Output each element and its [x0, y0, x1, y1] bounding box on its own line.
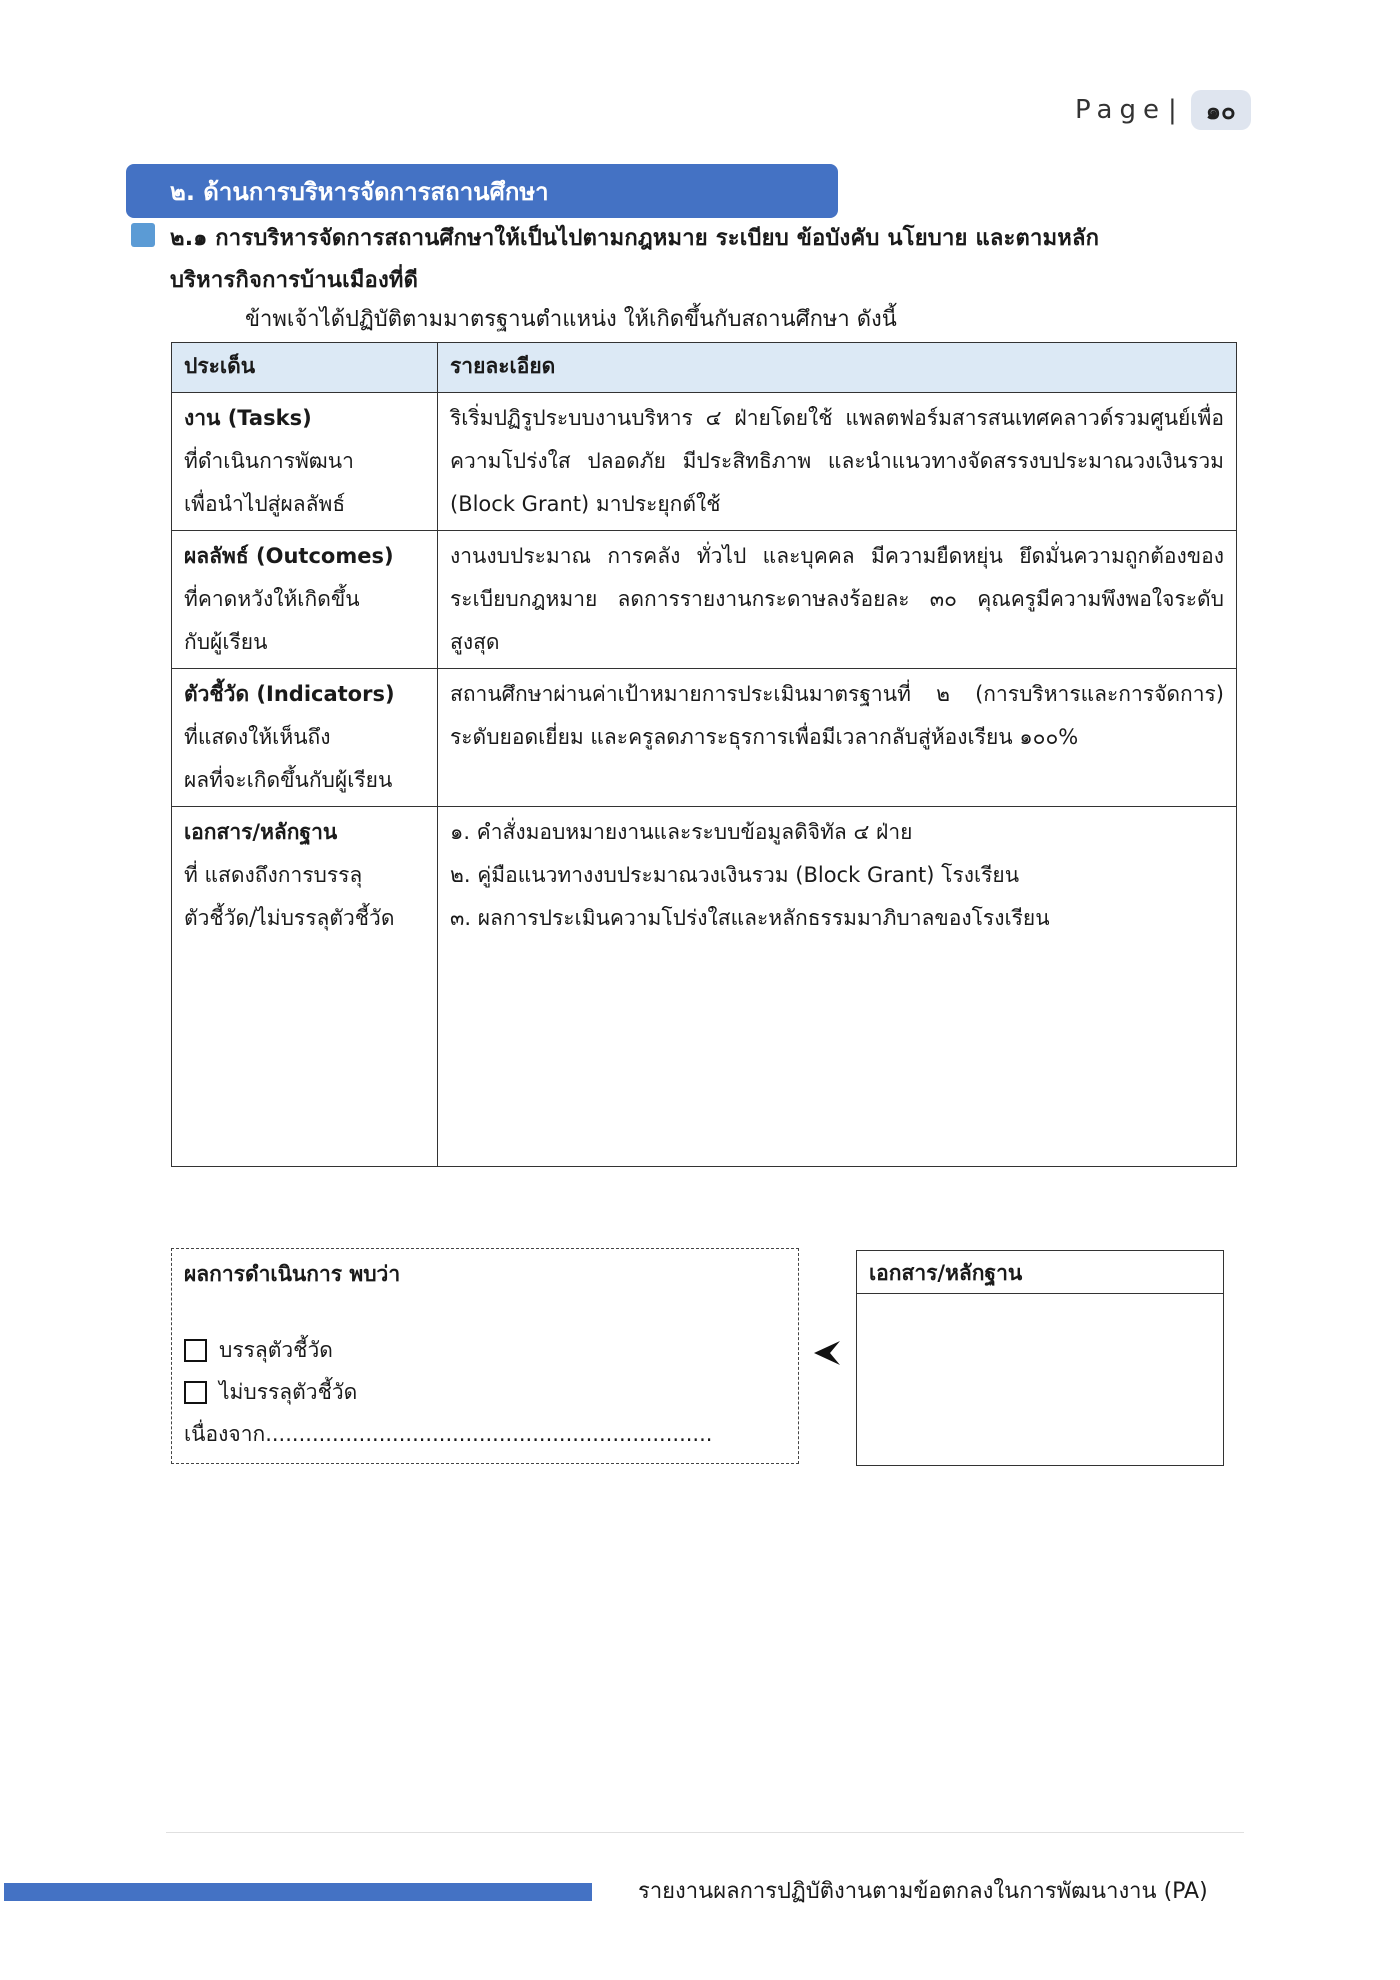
row-detail-cell — [438, 531, 1237, 669]
row-title: ตัวชี้วัด (Indicators) — [184, 682, 395, 706]
achieved-option[interactable] — [184, 1329, 786, 1371]
row-detail-text: สถานศึกษาผ่านค่าเป้าหมายการประเมินมาตรฐานที่ ๒ (การบริหารและการจัดการ) ระดับยอดเยี่ยม และครูลดภาระธุรการเพื่อมีเวลากลับสู่ห้องเรียน ๑๐๐% — [450, 682, 1224, 749]
row-subtitle: ที่คาดหวังให้เกิดขึ้น — [184, 587, 360, 611]
table-row — [172, 669, 1237, 807]
row-label-cell — [172, 669, 438, 807]
subsection-heading — [170, 218, 1240, 302]
table-row-evidence — [172, 807, 1237, 1167]
row-title: เอกสาร/หลักฐาน — [184, 820, 338, 844]
footer-text: รายงานผลการปฏิบัติงานตามข้อตกลงในการพัฒนางาน (PA) — [638, 1879, 1208, 1904]
row-subtitle: ที่แสดงให้เห็นถึง — [184, 725, 331, 749]
row-detail-text: ริเริ่มปฏิรูประบบงานบริหาร ๔ ฝ่ายโดยใช้ แพลตฟอร์มสารสนเทศคลาวด์รวมศูนย์เพื่อความโปร่งใส ปลอดภัย มีประสิทธิภาพ และนำแนวทางจัดสรรงบประมาณวงเงินรวม (Block Grant) มาประยุกต์ใช้ — [450, 406, 1224, 516]
page-label: Page — [1075, 95, 1166, 125]
row-subtitle: ผลที่จะเกิดขึ้นกับผู้เรียน — [184, 768, 393, 792]
evidence-box-title: เอกสาร/หลักฐาน — [857, 1251, 1223, 1294]
subsection-heading-line2: บริหารกิจการบ้านเมืองที่ดี — [170, 268, 419, 293]
row-subtitle: เพื่อนำไปสู่ผลลัพธ์ — [184, 492, 346, 516]
row-detail-cell — [438, 669, 1237, 807]
row-detail-cell — [438, 393, 1237, 531]
bullet-square-icon — [131, 223, 155, 247]
footer-accent-bar — [4, 1883, 592, 1901]
row-subtitle: ตัวชี้วัด/ไม่บรรลุตัวชี้วัด — [184, 906, 395, 930]
list-item: ๑. คำสั่งมอบหมายงานและระบบข้อมูลดิจิทัล ๔ ฝ่าย — [450, 820, 913, 844]
row-subtitle: ที่ดำเนินการพัฒนา — [184, 449, 354, 473]
table-header-topic: ประเด็น — [172, 343, 438, 393]
row-label-cell — [172, 531, 438, 669]
result-box — [171, 1248, 799, 1464]
achieved-label: บรรลุตัวชี้วัด — [219, 1338, 333, 1362]
table-row — [172, 531, 1237, 669]
not-achieved-option[interactable] — [184, 1371, 786, 1413]
row-subtitle: กับผู้เรียน — [184, 630, 268, 654]
achieved-checkbox[interactable] — [184, 1339, 207, 1362]
row-title: ผลลัพธ์ (Outcomes) — [184, 544, 394, 568]
section-title-banner: ๒. ด้านการบริหารจัดการสถานศึกษา — [126, 164, 838, 218]
row-title: งาน (Tasks) — [184, 406, 312, 430]
list-item: ๒. คู่มือแนวทางงบประมาณวงเงินรวม (Block Grant) โรงเรียน — [450, 863, 1020, 887]
table-header-detail: รายละเอียด — [438, 343, 1237, 393]
detail-table — [171, 342, 1237, 1167]
list-item: ๓. ผลการประเมินความโปร่งใสและหลักธรรมมาภิบาลของโรงเรียน — [450, 906, 1050, 930]
not-achieved-label: ไม่บรรลุตัวชี้วัด — [219, 1380, 358, 1404]
evidence-list — [450, 811, 1224, 940]
row-detail-cell — [438, 807, 1237, 1167]
page-number-badge: ๑๐ — [1191, 90, 1251, 130]
subsection-heading-line1: ๒.๑ การบริหารจัดการสถานศึกษาให้เป็นไปตามกฎหมาย ระเบียบ ข้อบังคับ นโยบาย และตามหลัก — [170, 226, 1100, 251]
page-separator: | — [1167, 95, 1177, 125]
intro-text: ข้าพเจ้าได้ปฏิบัติตามมาตรฐานตำแหน่ง ให้เกิดขึ้นกับสถานศึกษา ดังนี้ — [245, 307, 897, 332]
not-achieved-checkbox[interactable] — [184, 1381, 207, 1404]
footer-divider — [166, 1832, 1244, 1833]
row-subtitle: ที่ แสดงถึงการบรรลุ — [184, 863, 363, 887]
arrow-left-icon — [812, 1338, 842, 1368]
row-label-cell — [172, 807, 438, 1167]
arrow-icon — [812, 1338, 842, 1376]
page-number-header — [1075, 90, 1251, 130]
evidence-box — [856, 1250, 1224, 1466]
result-title: ผลการดำเนินการ พบว่า — [184, 1262, 401, 1286]
reason-line: เนื่องจาก................................................................... — [184, 1422, 713, 1446]
row-label-cell — [172, 393, 438, 531]
table-row — [172, 393, 1237, 531]
row-detail-text: งานงบประมาณ การคลัง ทั่วไป และบุคคล มีความยืดหยุ่น ยึดมั่นความถูกต้องของระเบียบกฎหมาย ลดการรายงานกระดาษลงร้อยละ ๓๐ คุณครูมีความพึงพอใจระดับสูงสุด — [450, 544, 1224, 654]
table-header-row — [172, 343, 1237, 393]
